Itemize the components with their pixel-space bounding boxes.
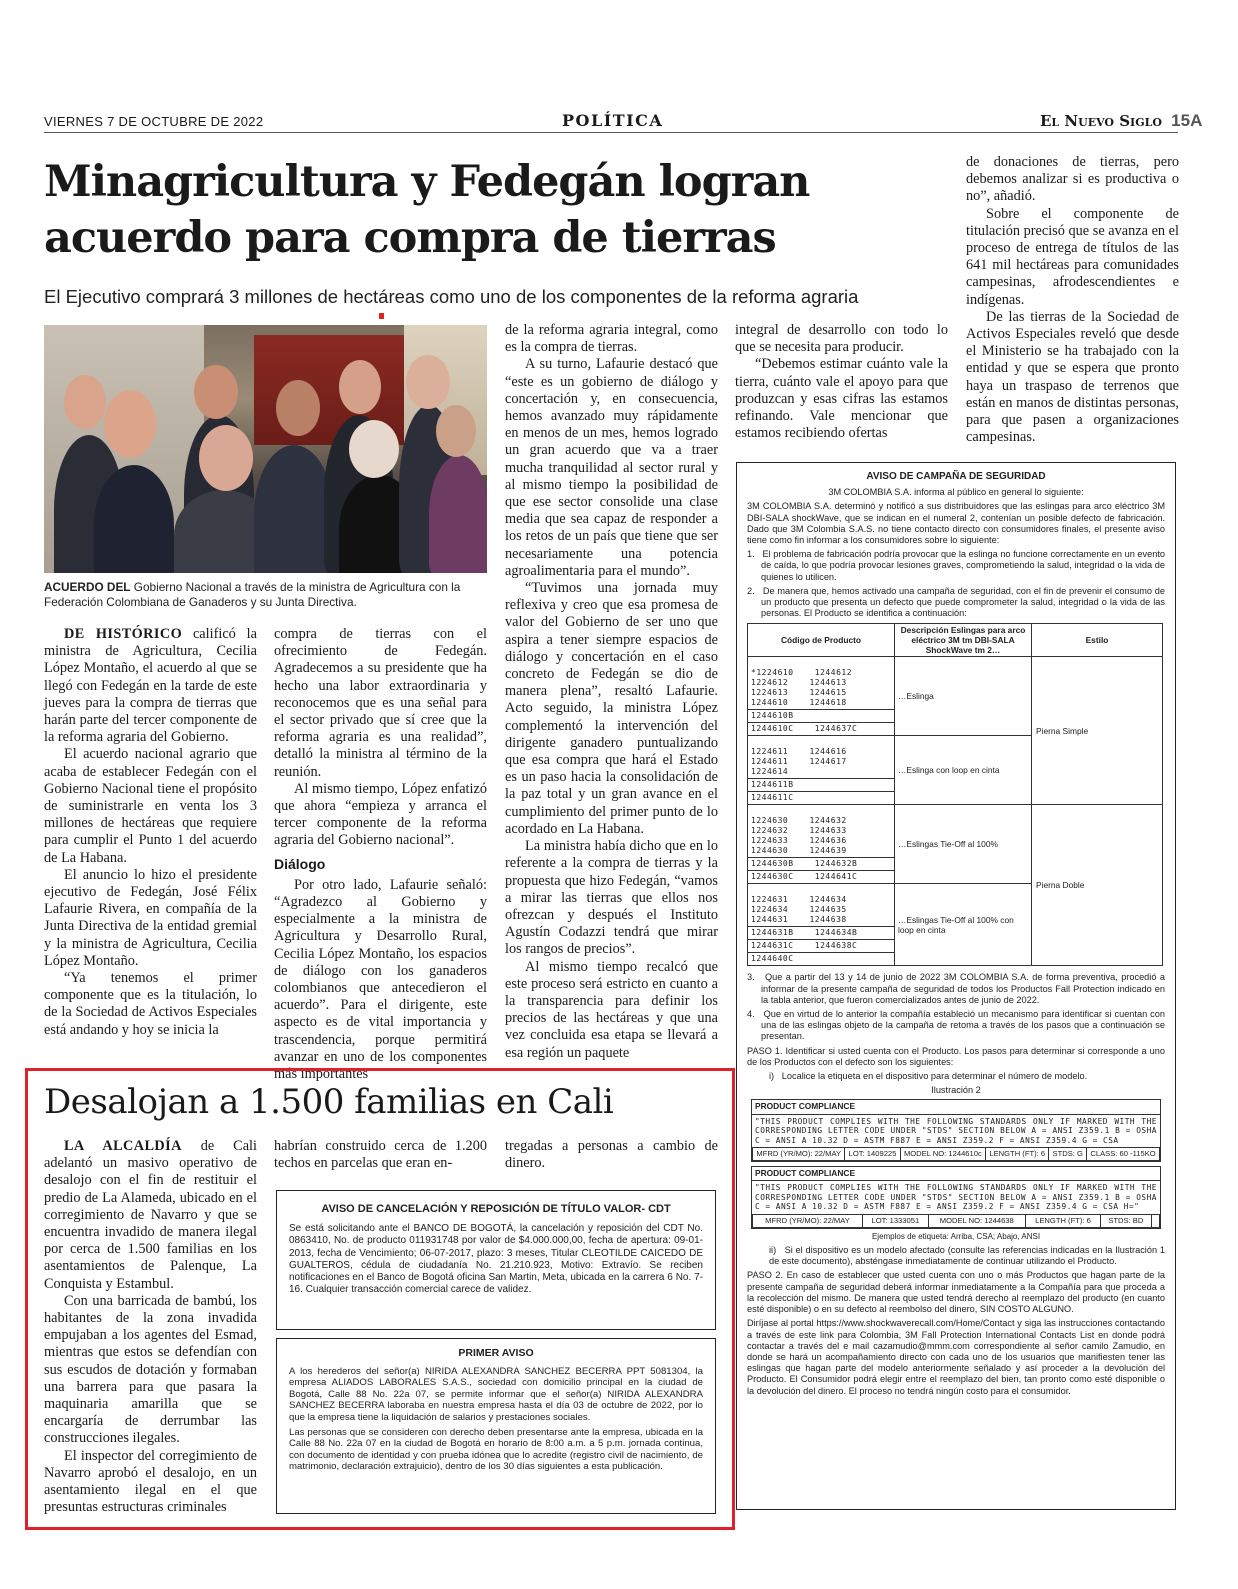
code: 1224634 1244635 — [751, 905, 847, 915]
article1-col3 — [505, 322, 718, 1062]
item-text: El problema de fabricación podría provocar que la eslinga no funcione correctamente en un evento de caída, lo que podría provocar lesiones graves, comprometiendo la salud, integridad o la vida de quienes lo utilicen. — [761, 549, 1165, 582]
code: 1224630 1244632 — [751, 816, 847, 826]
paragraph: El acuerdo nacional agrario que acaba de establecer Fedegán con el Gobierno Nacional tiene el propósito de suministrarle en venta los 3 millones de hectáreas que requiere para cumplir el Punto 1 del acuerdo de La Habana. — [44, 746, 257, 866]
notice-primer-aviso — [276, 1338, 716, 1514]
table-cell: LOT: 1409225 — [845, 1148, 900, 1161]
article1-deck: El Ejecutivo comprará 3 millones de hectáreas como uno de los componentes de la reforma agraria — [44, 286, 859, 307]
code: 1244630 1244639 — [751, 846, 847, 856]
table-cell: LENGTH (FT): 6 — [1025, 1214, 1100, 1227]
notice-3m-item3: 3. Que a partir del 13 y 14 de junio de 2022 3M COLOMBIA S.A. de forma preventiva, procedió a informar de la presente campaña de seguridad de todos los Productos Fall Protection indicado en la tabla anterior, que fueron comercializados antes de junio de 2022. — [747, 972, 1165, 1005]
table-row — [748, 657, 1163, 710]
paragraph: Sobre el componente de titulación precisó que se avanza en el proceso de entrega de títulos de las 641 mil hectáreas para comunidades campesinas, afrodescendientes e indígenas. — [966, 205, 1179, 308]
notice-cdt-text: Se está solicitando ante el BANCO DE BOGOTÁ, la cancelación y reposición del CDT No. 0863410, No. de producto 011931748 por valor de $4.000.000,00, fecha de apertura: 09-01-2013, fecha de Vencimiento; 06-07-2017, plazo: 3 meses, Titular CLEOTILDE CAICEDO DE GUALTEROS, cédula de ciudadanía No. 21.210.923, Motivo: Extravío. Se reciben notificaciones en el Banco de Bogotá oficina San Martin, Meta, ubicada en la carrera 6 No. 7-16. Cualquier transacción comercial carece de validez. — [289, 1223, 703, 1296]
table-cell: STDS: G — [1049, 1148, 1087, 1161]
notice-3m-item1: 1. El problema de fabricación podría provocar que la eslinga no funcione correctamente en un evento de caída, lo que podría provocar lesiones graves, comprometiendo la salud, integridad o la vida de quienes lo utilicen. — [747, 549, 1165, 582]
compliance-title: PRODUCT COMPLIANCE — [752, 1167, 1160, 1181]
compliance-text: "THIS PRODUCT COMPLIES WITH THE FOLLOWING STANDARDS ONLY IF MARKED WITH THE CORRESPONDING LETTER CODE UNDER "STDS" SECTION BELOW A = ANSI Z359.1 B = OSHA C = ANSI A 10.32 D = ASTM F887 E = ANSI Z359.2 F = ANSI Z359.4 G = CSA — [755, 1116, 1157, 1145]
compliance-table — [752, 1147, 1160, 1161]
notice-3m-item4: 4. Que en virtud de lo anterior la compañía estableció un mecanismo para identificar si cuentan con una de las eslingas objeto de la campaña de retoma a través de los pasos que a continuación se presentan. — [747, 1009, 1165, 1042]
code-cell — [748, 805, 895, 858]
paragraph: El anuncio lo hizo el presidente ejecutivo de Fedegán, José Félix Lafaurie Rivera, en compañía de la Junta Directiva de la entidad gremial y la ministra de Agricultura, Cecilia López Montaño. — [44, 866, 257, 969]
desc-cell: …Eslinga — [895, 657, 1032, 736]
headline-line1: Minagricultura y Fedegán logran — [44, 157, 810, 207]
code-cell — [748, 657, 895, 710]
paragraph: “Tuvimos una jornada muy reflexiva y creo que esa promesa de valor del Gobierno de ser uno que aspira a tener siempre espacios de diálogo y concertación en el caso concreto de Fedegán se dio de manera plena”, resaltó Lafaurie. Acto seguido, la ministra López complementó la intervención del dirigente ganadero puntualizando que esa compra que hará el Estado es un paso hacia la consolidación de la paz total y un gran avance en el cumplimiento del primer punto de lo acordado en La Habana. — [505, 580, 718, 837]
paragraph — [44, 626, 257, 746]
table-header-row — [748, 624, 1163, 657]
compliance-label-2 — [751, 1166, 1161, 1229]
notice-3m-final: Diríjase al portal https://www.shockwaverecall.com/Home/Contact y siga las instrucciones contactando a través de este link para Colombia, 3M Fall Protection International Contacts List en donde podrá contactar a través del e mail cazamudio@mmm.com correspondiente al señor camilo Zamudio, en donde se hará un acompañamiento directo con cada uno de los usuarios que manifiesten tener las eslingas que hagan parte del modelo anteriormente señalado y así proceder a la devolución del Producto. El Consumidor podrá elegir entre el reemplazo del bien, tan pronto como esté disponible o la devolución del dinero. El proceso no tendrá ningún costo para el consumidor. — [747, 1318, 1165, 1396]
code-cell — [748, 736, 895, 779]
style-cell: Pierna Simple — [1032, 657, 1163, 805]
notice-3m-paso2: PASO 2. En caso de establecer que usted cuenta con uno o más Productos que hagan parte de la presente campaña de seguridad deberá informar inmediatamente a la Compañía para que proceda a la recolección del mismo. De manera que usted tendrá derecho al reemplazo del producto (en cuanto esté disponible) o en su defecto al reembolso del dinero, SIN COSTO ALGUNO. — [747, 1270, 1165, 1315]
paragraph: Con una barricada de bambú, los habitantes de la zona invadida empujaban a los agentes del Esmad, mientras que estos se defendían con sus escudos de dotación y formaban una barrera para que pasara la maquinaria amarilla que se encargaría de derrumbar las construcciones ilegales. — [44, 1292, 257, 1447]
lead-in: DE HISTÓRICO — [64, 626, 183, 642]
article1-col5 — [966, 154, 1179, 446]
notice-3m-subtitle: 3M COLOMBIA S.A. informa al público en general lo siguiente: — [828, 487, 1084, 498]
paragraph: integral de desarrollo con todo lo que se necesita para producir. — [735, 322, 948, 356]
article1-col1 — [44, 626, 257, 1039]
notice-3m-paso1-ii: ii) Si el dispositivo es un modelo afectado (consulte las referencias indicadas en la Ilustración 1 de este documento), absténgase inmediatamente de continuar utilizando el Producto. — [769, 1245, 1165, 1267]
caption-lead: ACUERDO DEL — [44, 580, 131, 594]
article2-col2 — [274, 1138, 487, 1172]
section-label: POLÍTICA — [562, 111, 664, 130]
article2-headline: Desalojan a 1.500 familias en Cali — [44, 1082, 614, 1122]
code-cell: 1244630C 1244641C — [748, 871, 895, 884]
table-cell: MFRD (YR/MO): 22/MAY — [753, 1214, 863, 1227]
code-cell: 1244640C — [748, 953, 895, 966]
code-cell: 1244611C — [748, 792, 895, 805]
photo-caption — [44, 580, 489, 610]
code: *1224610 1244612 — [751, 668, 853, 678]
paragraph: “Ya tenemos el primer componente que es la titulación, lo de la Sociedad de Activos Especiales está andando y hoy se inicia la — [44, 970, 257, 1038]
code-cell: 1244630B 1244632B — [748, 858, 895, 871]
table-row — [753, 1148, 1160, 1161]
code-cell: 1244631C 1244638C — [748, 940, 895, 953]
table-cell: MODEL NO: 1244610c — [900, 1148, 986, 1161]
headline-line2: acuerdo para compra de tierras — [44, 213, 776, 263]
header-rule — [44, 132, 1178, 133]
code: 1224613 1244615 — [751, 688, 847, 698]
table-cell — [1151, 1214, 1159, 1227]
desc-cell: …Eslinga con loop en cinta — [895, 736, 1032, 805]
compliance-label-1 — [751, 1099, 1161, 1162]
code: 1224612 1244613 — [751, 678, 847, 688]
paragraph: compra de tierras con el ofrecimiento de Fedegán. Agradecemos a su presidente que ha hecho una labor extraordinaria y reconocemos que es una señal para el sector privado que sí cree que la reforma agraria es una realidad”, detalló la ministra al término de la reunión. — [274, 626, 487, 780]
table-header: Código de Producto — [748, 624, 895, 657]
compliance-table — [752, 1214, 1160, 1228]
paper-name — [1040, 111, 1202, 131]
table-cell: CLASS: 60 -115KO — [1087, 1148, 1160, 1161]
paragraph-text: calificó la ministra de Agricultura, Cecilia López Montaño, el acuerdo al que se llegó con Fedegán en la tarde de este jueves para la compra de tierras que harán parte del tercer componente de la reforma agraria del Gobierno. — [44, 626, 257, 746]
notice-3m-paso1: PASO 1. Identificar si usted cuenta con el Producto. Los pasos para determinar si corresponde a uno de los Productos con el defecto son los siguientes: — [747, 1045, 1165, 1067]
article2-col1 — [44, 1138, 257, 1516]
item-text: Que a partir del 13 y 14 de junio de 2022 3M COLOMBIA S.A. de forma preventiva, procedió a informar de la presente campaña de seguridad de todos los Productos Fall Protection indicado en la tabla anterior, que fueron comercializados antes de junio de 2022. — [761, 972, 1165, 1005]
table-header: Estilo — [1032, 624, 1163, 657]
code-cell: 1244610C 1244637C — [748, 723, 895, 736]
notice-aviso-p2: Las personas que se consideren con derecho deben presentarse ante la empresa, ubicada en la Calle 88 No. 22a 07 en la ciudad de Bogotá en horario de 8:00 a.m. a 5 p.m. jornada continua, con documento de identidad y con prueba idónea que lo acredite (registro civil de nacimiento, de matrimonio, declaración extrajuicio), dentro de los 30 días siguientes a esta publicación. — [289, 1426, 703, 1473]
label-examples: Ejemplos de etiqueta: Arriba, CSA; Abajo, ANSI — [871, 1231, 1041, 1241]
style-cell: Pierna Doble — [1032, 805, 1163, 966]
code: 1224633 1244636 — [751, 836, 847, 846]
code: 1244611 1244617 — [751, 757, 847, 767]
article1-col2 — [274, 626, 487, 1083]
code-cell: 1244611B — [748, 779, 895, 792]
article2-col3 — [505, 1138, 718, 1172]
header-date: VIERNES 7 DE OCTUBRE DE 2022 — [44, 114, 264, 129]
code-cell: 1244631B 1244634B — [748, 927, 895, 940]
table-cell: STDS: BD — [1101, 1214, 1151, 1227]
paragraph: La ministra había dicho que en lo referente a la compra de tierras y la propuesta que hizo Fedegán, “vamos a mirar las tierras que ellos nos ofrezcan y después el Instituto Agustín Codazzi tendrá que mirar los rangos de precios”. — [505, 838, 718, 958]
code-cell: 1244610B — [748, 710, 895, 723]
article1-headline — [44, 154, 944, 266]
product-table — [747, 623, 1163, 966]
item-text: Si el dispositivo es un modelo afectado (consulte las referencias indicadas en la Ilustración 1 de este documento), absténgase inmediatamente de continuar utilizando el Producto. — [769, 1245, 1165, 1267]
code-cell — [748, 884, 895, 927]
paragraph: Al mismo tiempo, López enfatizó que ahora “empieza y arranca el tercer componente de la reforma agraria del Gobierno nacional”. — [274, 780, 487, 849]
paragraph-text: de Cali adelantó un masivo operativo de desalojo con el fin de restituir el predio de La Alameda, ubicado en el corregimiento de Navarro y que se encuentra invadido de manera ilegal por cerca de 1.500 familias en los asentamientos de Palenque, La Conquista y Estambul. — [44, 1138, 257, 1292]
paper-title: El Nuevo Siglo — [1040, 112, 1162, 130]
paragraph: tregadas a personas a cambio de dinero. — [505, 1138, 718, 1172]
code: 1224611 1244616 — [751, 747, 847, 757]
code: 1224631 1244634 — [751, 895, 847, 905]
table-row — [748, 805, 1163, 858]
notice-cdt — [276, 1190, 716, 1330]
group-photo — [44, 325, 487, 573]
illustration-label: Ilustración 2 — [931, 1085, 981, 1096]
notice-3m-intro: 3M COLOMBIA S.A. determinó y notificó a sus distribuidores que las eslingas para arco eléctrico 3M DBI-SALA shockWave, que se indican en el numeral 2, contenían un posible defecto de fabricación. Dado que 3M Colombia S.A.S. no tiene contacto directo con consumidores finales, el presente aviso tiene como fin informar a los consumidores sobre lo siguiente: — [747, 501, 1165, 546]
table-cell: LOT: 1333051 — [863, 1214, 929, 1227]
code: 1224632 1244633 — [751, 826, 847, 836]
table-row — [753, 1214, 1160, 1227]
notice-3m — [736, 462, 1176, 1510]
desc-cell: …Eslingas Tie-Off al 100% con loop en cinta — [895, 884, 1032, 966]
table-cell: MFRD (YR/MO): 22/MAY — [753, 1148, 845, 1161]
paragraph — [44, 1138, 257, 1293]
paragraph: Al mismo tiempo recalcó que este proceso será estricto en cuanto a la transparencia para definir los precios de las hectáreas y que una vez concluida esa etapa se llevará a esa región un paquete — [505, 958, 718, 1061]
notice-aviso-title: PRIMER AVISO — [458, 1347, 534, 1359]
caption-text: Gobierno Nacional a través de la ministra de Agricultura con la Federación Colombiana de Ganaderos y su Junta Directiva. — [44, 580, 461, 609]
code: 1224614 — [751, 767, 789, 777]
notice-aviso-p1: A los herederos del señor(a) NIRIDA ALEXANDRA SANCHEZ BECERRA PPT 5081304, la empresa ALIADOS LABORALES S.A.S., sociedad con domicilio principal en la ciudad de Bogotá, Calle 88 No. 22a 07, se permite informar que el señor(a) NIRIDA ALEXANDRA SANCHEZ BECERRA laboraba en nuestra empresa hasta el día 03 de octubre de 2022, por lo que la empresa tiene la liquidación de salarios y prestaciones sociales. — [289, 1365, 703, 1423]
desc-cell: …Eslingas Tie-Off al 100% — [895, 805, 1032, 884]
code: 1244631 1244638 — [751, 915, 847, 925]
paragraph: de la reforma agraria integral, como es la compra de tierras. — [505, 322, 718, 356]
compliance-title: PRODUCT COMPLIANCE — [752, 1100, 1160, 1114]
paragraph: El inspector del corregimiento de Navarro aprobó el desalojo, en un asentamiento ilegal en el que presuntas estructuras criminales — [44, 1447, 257, 1516]
table-header: Descripción Eslingas para arco eléctrico 3M tm DBI-SALA ShockWave tm 2… — [895, 624, 1032, 657]
paragraph: habrían construido cerca de 1.200 techos en parcelas que eran en- — [274, 1138, 487, 1172]
table-cell: LENGTH (FT): 6 — [986, 1148, 1049, 1161]
article1-col4 — [735, 322, 948, 442]
item-text: De manera que, hemos activado una campaña de seguridad, con el fin de prevenir el consumo de un producto que presenta un defecto que puede comprometer la salud, integridad o la vida de las personas. El Producto se identifica a continuación: — [761, 585, 1165, 619]
lead-in: LA ALCALDÍA — [64, 1138, 182, 1154]
item-text: Localice la etiqueta en el dispositivo para determinar el número de modelo. — [781, 1071, 1088, 1082]
red-marker — [379, 313, 384, 319]
table-cell: MODEL NO: 1244638 — [928, 1214, 1025, 1227]
item-text: Que en virtud de lo anterior la compañía estableció un mecanismo para identificar si cuentan con una de las eslingas objeto de la campaña de retoma a través de los pasos que a continuación se presentan. — [761, 1009, 1165, 1042]
compliance-text: "THIS PRODUCT COMPLIES WITH THE FOLLOWING STANDARDS ONLY IF MARKED WITH THE CORRESPONDING LETTER CODE UNDER "STDS" SECTION BELOW A = ANSI Z359.1 B = OSHA C = ANSI A 10.32 D = ASTM F887 E = ANSI Z359.2 F = ANSI Z359.4 G = CSA H=" — [755, 1183, 1157, 1212]
subhead: Diálogo — [274, 855, 326, 872]
paragraph: De las tierras de la Sociedad de Activos Especiales reveló que desde el Ministerio se ha trabajado con la entidad y que se espera que pronto haya un traspaso de terrenos que están en manos de distintas personas, para que pasen a organizaciones campesinas. — [966, 308, 1179, 446]
notice-3m-item2: 2. De manera que, hemos activado una campaña de seguridad, con el fin de prevenir el consumo de un producto que presenta un defecto que puede comprometer la salud, integridad o la vida de las personas. El Producto se identifica a continuación: — [747, 585, 1165, 619]
paragraph: Por otro lado, Lafaurie señaló: “Agradezco al Gobierno y especialmente a la ministra de Agricultura y Desarrollo Rural, Cecilia López Montaño, los espacios de diálogo con los ganaderos colombianos que antecedieron el acuerdo”. Para el dirigente, este aspecto es de vital importancia y trascendencia, porque permitirá avanzar en uno de los componentes más importantes — [274, 876, 487, 1083]
page-number: 15A — [1171, 111, 1203, 130]
paragraph: de donaciones de tierras, pero debemos analizar si es productiva o no”, añadió. — [966, 154, 1179, 205]
notice-3m-title: AVISO DE CAMPAÑA DE SEGURIDAD — [866, 471, 1046, 482]
paragraph: A su turno, Lafaurie destacó que “este es un gobierno de diálogo y concertación y, en consecuencia, hemos avanzado muy rápidamente en menos de un mes, hemos logrado un gran acuerdo que va a traer mucha tranquilidad al sector rural y al mismo tiempo la posibilidad de que ese sector consolide una clase media que sea capaz de responder a los retos de un país que tiene que ser necesariamente una potencia agroalimentaria para el mundo”. — [505, 356, 718, 579]
notice-3m-paso1-i: i) Localice la etiqueta en el dispositivo para determinar el número de modelo. — [769, 1071, 1088, 1082]
notice-cdt-title: AVISO DE CANCELACIÓN Y REPOSICIÓN DE TÍTULO VALOR- CDT — [321, 1203, 671, 1215]
code: 1244610 1244618 — [751, 698, 847, 708]
paragraph: “Debemos estimar cuánto vale la tierra, cuánto vale el apoyo para que produzcan y esas cifras las estamos refinando. Vale mencionar que estamos recibiendo ofertas — [735, 356, 948, 442]
